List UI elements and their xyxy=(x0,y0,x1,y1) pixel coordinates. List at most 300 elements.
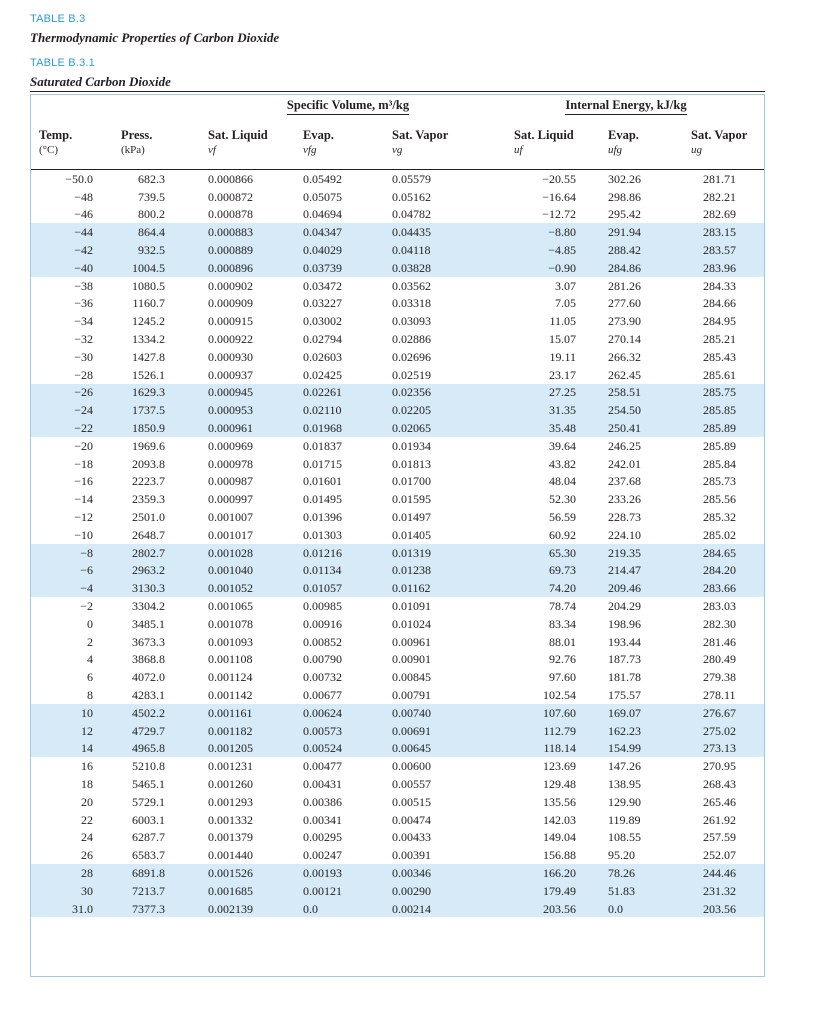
cell-vg: 0.02519 xyxy=(392,367,431,382)
cell-uf: 156.88 xyxy=(543,848,576,863)
cell-ug: 285.73 xyxy=(703,474,736,489)
cell-ufg: 147.26 xyxy=(608,759,641,774)
cell-temp: −50.0 xyxy=(65,171,93,186)
cell-temp: 26 xyxy=(81,848,93,863)
col-vf: Sat. Liquid vf xyxy=(208,128,268,156)
cell-vg: 0.00214 xyxy=(392,900,488,918)
cell-press: 1160.7 xyxy=(132,296,165,311)
cell-ug: 282.30 xyxy=(703,616,736,631)
cell-vf: 0.000878 xyxy=(208,207,253,222)
cell-ufg: 175.57 xyxy=(608,688,641,702)
cell-vfg: 0.00677 xyxy=(303,688,342,702)
cell-ufg: 181.78 xyxy=(608,670,641,685)
cell-vg: 0.01405 xyxy=(392,527,431,542)
cell-ug: 285.32 xyxy=(703,510,736,525)
table-row xyxy=(31,277,764,295)
cell-vg: 0.00515 xyxy=(392,794,431,809)
table-row xyxy=(31,401,764,419)
cell-ufg: 237.68 xyxy=(608,474,641,489)
cell-ufg: 95.20 xyxy=(608,848,635,863)
cell-ufg: 219.35 xyxy=(596,544,679,562)
cell-uf: −8.80 xyxy=(488,223,596,241)
cell-ug: 275.02 xyxy=(679,722,764,740)
cell-temp: 0 xyxy=(87,616,93,631)
cell-vfg: 0.00985 xyxy=(303,599,342,614)
cell-uf: 65.30 xyxy=(488,544,596,562)
cell-press: 4729.7 xyxy=(113,722,208,740)
cell-uf: 88.01 xyxy=(549,634,576,649)
cell-ug: 252.07 xyxy=(703,848,736,863)
cell-press: 2648.7 xyxy=(132,527,165,542)
table-row xyxy=(31,651,764,669)
table-row xyxy=(31,900,764,918)
cell-vf: 0.000902 xyxy=(208,278,253,293)
group-internal-energy: Internal Energy, kJ/kg xyxy=(488,95,764,119)
cell-ug: 285.84 xyxy=(703,456,736,471)
cell-vg: 0.03562 xyxy=(392,278,431,293)
table-row xyxy=(31,508,764,526)
cell-uf: 74.20 xyxy=(488,579,596,597)
cell-vg: 0.00557 xyxy=(392,776,431,791)
cell-press: 2963.2 xyxy=(113,562,208,580)
cell-vf: 0.000909 xyxy=(208,296,253,311)
table-body xyxy=(31,170,764,918)
cell-press: 800.2 xyxy=(138,207,165,222)
cell-uf: 166.20 xyxy=(488,864,596,882)
cell-vfg: 0.01837 xyxy=(303,438,342,453)
cell-vfg: 0.01715 xyxy=(303,456,342,471)
cell-vfg: 0.00295 xyxy=(303,830,342,845)
table-row xyxy=(31,846,764,864)
table-row xyxy=(31,312,764,330)
cell-press: 3673.3 xyxy=(132,634,165,649)
cell-temp: −32 xyxy=(74,332,93,347)
cell-vf: 0.000969 xyxy=(208,438,253,453)
cell-vg: 0.00433 xyxy=(392,830,431,845)
cell-ufg: 298.86 xyxy=(608,189,641,204)
cell-vf: 0.001052 xyxy=(208,579,303,597)
cell-ug: 203.56 xyxy=(679,900,764,918)
cell-vf: 0.000930 xyxy=(208,349,253,364)
cell-press: 1427.8 xyxy=(132,349,165,364)
cell-ufg: 266.32 xyxy=(608,349,641,364)
cell-temp: −40 xyxy=(31,259,113,277)
cell-ug: 283.57 xyxy=(679,241,764,259)
cell-uf: 97.60 xyxy=(549,670,576,685)
cell-vg: 0.01162 xyxy=(392,579,488,597)
cell-temp: −6 xyxy=(31,562,113,580)
table-row xyxy=(31,223,764,241)
cell-vfg: 0.04694 xyxy=(303,207,342,222)
cell-vg: 0.01238 xyxy=(392,562,488,580)
cell-vf: 0.001017 xyxy=(208,527,253,542)
cell-vf: 0.001078 xyxy=(208,616,253,631)
cell-temp: −20 xyxy=(74,438,93,453)
cell-temp: −22 xyxy=(31,419,113,437)
table-row xyxy=(31,793,764,811)
cell-vg: 0.00391 xyxy=(392,848,431,863)
cell-vf: 0.001040 xyxy=(208,562,303,580)
cell-uf: 118.14 xyxy=(488,740,596,758)
cell-ufg: 162.23 xyxy=(596,722,679,740)
table-row xyxy=(31,686,764,704)
cell-vf: 0.001260 xyxy=(208,776,253,791)
cell-temp: −14 xyxy=(74,492,93,507)
cell-vg: 0.01813 xyxy=(392,456,431,471)
cell-ug: 280.49 xyxy=(703,652,736,667)
cell-uf: −4.85 xyxy=(488,241,596,259)
cell-vfg: 0.03739 xyxy=(303,259,392,277)
table-row xyxy=(31,544,764,562)
cell-temp: −26 xyxy=(31,384,113,402)
cell-ug: 270.95 xyxy=(703,759,736,774)
cell-temp: −12 xyxy=(74,510,93,525)
cell-ufg: 129.90 xyxy=(608,794,641,809)
cell-press: 3304.2 xyxy=(132,599,165,614)
table-row xyxy=(31,633,764,651)
cell-vfg: 0.03472 xyxy=(303,278,342,293)
cell-uf: 11.05 xyxy=(549,314,576,329)
cell-uf: 27.25 xyxy=(488,384,596,402)
table-row xyxy=(31,811,764,829)
cell-ug: 285.56 xyxy=(703,492,736,507)
table-title: Thermodynamic Properties of Carbon Dioxide xyxy=(30,30,280,45)
cell-uf: 129.48 xyxy=(543,776,576,791)
cell-temp: 14 xyxy=(31,740,113,758)
cell-press: 6583.7 xyxy=(132,848,165,863)
cell-temp: −48 xyxy=(74,189,93,204)
cell-vf: 0.000872 xyxy=(208,189,253,204)
cell-vf: 0.000937 xyxy=(208,367,253,382)
cell-temp: −2 xyxy=(80,599,93,614)
cell-press: 1737.5 xyxy=(113,401,208,419)
table-row xyxy=(31,295,764,313)
cell-press: 2501.0 xyxy=(132,510,165,525)
cell-ufg: 262.45 xyxy=(608,367,641,382)
cell-ug: 282.69 xyxy=(703,207,736,222)
cell-uf: 112.79 xyxy=(488,722,596,740)
cell-vg: 0.02205 xyxy=(392,401,488,419)
cell-temp: −42 xyxy=(31,241,113,259)
table-row xyxy=(31,668,764,686)
cell-ug: 276.67 xyxy=(679,704,764,722)
cell-ufg: 78.26 xyxy=(596,864,679,882)
cell-ufg: 270.14 xyxy=(608,332,641,347)
cell-vfg: 0.0 xyxy=(303,900,392,918)
table-row xyxy=(31,828,764,846)
cell-ufg: 204.29 xyxy=(608,599,641,614)
cell-ug: 285.89 xyxy=(703,438,736,453)
table-row xyxy=(31,206,764,224)
cell-ug: 281.46 xyxy=(703,634,736,649)
cell-vfg: 0.01601 xyxy=(303,474,342,489)
cell-vg: 0.00290 xyxy=(392,882,488,900)
cell-temp: 2 xyxy=(87,634,93,649)
cell-vg: 0.00961 xyxy=(392,634,431,649)
cell-vf: 0.000922 xyxy=(208,332,253,347)
cell-ufg: 295.42 xyxy=(608,207,641,222)
cell-ug: 257.59 xyxy=(703,830,736,845)
cell-uf: 123.69 xyxy=(543,759,576,774)
cell-ug: 268.43 xyxy=(703,776,736,791)
cell-press: 932.5 xyxy=(113,241,208,259)
cell-vf: 0.001093 xyxy=(208,634,253,649)
cell-temp: −16 xyxy=(74,474,93,489)
cell-temp: 8 xyxy=(87,688,93,702)
cell-vg: 0.02696 xyxy=(392,349,431,364)
cell-ug: 281.71 xyxy=(703,171,736,186)
cell-press: 1004.5 xyxy=(113,259,208,277)
cell-uf: 83.34 xyxy=(549,616,576,631)
table-row xyxy=(31,384,764,402)
cell-uf: −16.64 xyxy=(542,189,576,204)
cell-press: 1245.2 xyxy=(132,314,165,329)
cell-press: 1629.3 xyxy=(113,384,208,402)
cell-vg: 0.03828 xyxy=(392,259,488,277)
cell-uf: 7.05 xyxy=(555,296,576,311)
cell-vf: 0.001007 xyxy=(208,510,253,525)
cell-vf: 0.000961 xyxy=(208,419,303,437)
cell-temp: −44 xyxy=(31,223,113,241)
cell-vg: 0.00691 xyxy=(392,722,488,740)
cell-vg: 0.00645 xyxy=(392,740,488,758)
cell-temp: −28 xyxy=(74,367,93,382)
cell-vfg: 0.05075 xyxy=(303,189,342,204)
cell-ug: 284.33 xyxy=(703,278,736,293)
table-row xyxy=(31,473,764,491)
cell-vg: 0.00474 xyxy=(392,812,431,827)
cell-ug: 231.32 xyxy=(679,882,764,900)
cell-ug: 285.43 xyxy=(703,349,736,364)
cell-uf: 39.64 xyxy=(549,438,576,453)
table-row xyxy=(31,722,764,740)
cell-uf: 203.56 xyxy=(488,900,596,918)
cell-ug: 284.65 xyxy=(679,544,764,562)
cell-ufg: 246.25 xyxy=(608,438,641,453)
cell-ufg: 119.89 xyxy=(608,812,641,827)
cell-ug: 283.96 xyxy=(679,259,764,277)
cell-uf: 35.48 xyxy=(488,419,596,437)
cell-ug: 285.85 xyxy=(679,401,764,419)
cell-ufg: 193.44 xyxy=(608,634,641,649)
cell-vfg: 0.00624 xyxy=(303,704,392,722)
cell-uf: 52.30 xyxy=(549,492,576,507)
cell-press: 6891.8 xyxy=(113,864,208,882)
cell-ufg: 254.50 xyxy=(596,401,679,419)
cell-vfg: 0.00852 xyxy=(303,634,342,649)
cell-press: 4283.1 xyxy=(132,688,165,702)
cell-ufg: 224.10 xyxy=(608,527,641,542)
cell-vfg: 0.03227 xyxy=(303,296,342,311)
cell-press: 2802.7 xyxy=(113,544,208,562)
cell-ug: 283.15 xyxy=(679,223,764,241)
cell-vg: 0.02356 xyxy=(392,384,488,402)
table-row xyxy=(31,562,764,580)
cell-press: 2223.7 xyxy=(132,474,165,489)
cell-vf: 0.000997 xyxy=(208,492,253,507)
saturated-co2-table xyxy=(31,95,764,917)
cell-vg: 0.05579 xyxy=(392,171,431,186)
cell-temp: 20 xyxy=(81,794,93,809)
cell-vfg: 0.00573 xyxy=(303,722,392,740)
table-row xyxy=(31,419,764,437)
cell-temp: −46 xyxy=(74,207,93,222)
group-specific-volume: Specific Volume, m³/kg xyxy=(208,95,488,119)
cell-vfg: 0.01216 xyxy=(303,544,392,562)
cell-vf: 0.001231 xyxy=(208,759,253,774)
cell-uf: 3.07 xyxy=(555,278,576,293)
cell-vfg: 0.00247 xyxy=(303,848,342,863)
cell-temp: 31.0 xyxy=(31,900,113,918)
cell-temp: −24 xyxy=(31,401,113,419)
cell-ug: 265.46 xyxy=(703,794,736,809)
col-vfg: Evap. vfg xyxy=(303,128,334,156)
table-row xyxy=(31,170,764,188)
cell-vfg: 0.00121 xyxy=(303,882,392,900)
cell-vg: 0.01595 xyxy=(392,492,431,507)
cell-ug: 284.66 xyxy=(703,296,736,311)
table-row xyxy=(31,437,764,455)
cell-ufg: 288.42 xyxy=(596,241,679,259)
cell-vfg: 0.02110 xyxy=(303,401,392,419)
cell-ufg: 250.41 xyxy=(596,419,679,437)
cell-vg: 0.01497 xyxy=(392,510,431,525)
cell-ufg: 242.01 xyxy=(608,456,641,471)
cell-uf: 15.07 xyxy=(549,332,576,347)
cell-ufg: 51.83 xyxy=(596,882,679,900)
cell-vfg: 0.00386 xyxy=(303,794,342,809)
cell-vg: 0.00901 xyxy=(392,652,431,667)
cell-vg: 0.00600 xyxy=(392,759,431,774)
cell-ug: 283.66 xyxy=(679,579,764,597)
cell-vg: 0.01934 xyxy=(392,438,431,453)
cell-ufg: 138.95 xyxy=(608,776,641,791)
subtable-title: Saturated Carbon Dioxide xyxy=(30,74,171,89)
table-row xyxy=(31,241,764,259)
cell-uf: 92.76 xyxy=(549,652,576,667)
cell-ug: 285.75 xyxy=(679,384,764,402)
table-row xyxy=(31,348,764,366)
cell-temp: −18 xyxy=(74,456,93,471)
cell-vf: 0.001685 xyxy=(208,882,303,900)
cell-press: 6287.7 xyxy=(132,830,165,845)
cell-vf: 0.000915 xyxy=(208,314,253,329)
cell-ug: 273.13 xyxy=(679,740,764,758)
top-rule xyxy=(30,91,765,92)
table-row xyxy=(31,259,764,277)
cell-vfg: 0.02425 xyxy=(303,367,342,382)
cell-temp: −30 xyxy=(74,349,93,364)
cell-vf: 0.001124 xyxy=(208,670,253,685)
cell-vfg: 0.00193 xyxy=(303,864,392,882)
cell-press: 682.3 xyxy=(138,171,165,186)
cell-vf: 0.000978 xyxy=(208,456,253,471)
cell-vg: 0.03093 xyxy=(392,314,431,329)
cell-ug: 284.95 xyxy=(703,314,736,329)
cell-vf: 0.002139 xyxy=(208,900,303,918)
cell-temp: 16 xyxy=(81,759,93,774)
cell-vfg: 0.02261 xyxy=(303,384,392,402)
cell-uf: 31.35 xyxy=(488,401,596,419)
cell-temp: 28 xyxy=(31,864,113,882)
cell-vg: 0.01024 xyxy=(392,616,431,631)
cell-ufg: 233.26 xyxy=(608,492,641,507)
table-row xyxy=(31,775,764,793)
cell-vf: 0.001028 xyxy=(208,544,303,562)
cell-vg: 0.04782 xyxy=(392,207,431,222)
cell-uf: 179.49 xyxy=(488,882,596,900)
cell-vf: 0.000945 xyxy=(208,384,303,402)
cell-uf: −0.90 xyxy=(488,259,596,277)
cell-temp: −38 xyxy=(74,278,93,293)
cell-temp: 24 xyxy=(81,830,93,845)
cell-uf: 23.17 xyxy=(549,367,576,382)
table-header xyxy=(31,95,764,170)
col-ug: Sat. Vapor ug xyxy=(691,128,748,156)
col-vg: Sat. Vapor vg xyxy=(392,128,449,156)
cell-ug: 283.03 xyxy=(703,599,736,614)
cell-uf: 69.73 xyxy=(488,562,596,580)
cell-vf: 0.000896 xyxy=(208,259,303,277)
cell-vfg: 0.03002 xyxy=(303,314,342,329)
cell-press: 6003.1 xyxy=(132,812,165,827)
cell-temp: 10 xyxy=(31,704,113,722)
cell-ug: 285.89 xyxy=(679,419,764,437)
cell-press: 7377.3 xyxy=(113,900,208,918)
cell-vg: 0.00791 xyxy=(392,688,431,702)
cell-vg: 0.01700 xyxy=(392,474,431,489)
cell-vfg: 0.01057 xyxy=(303,579,392,597)
cell-ug: 278.11 xyxy=(703,688,736,702)
cell-vfg: 0.02603 xyxy=(303,349,342,364)
cell-vf: 0.001379 xyxy=(208,830,253,845)
cell-press: 2093.8 xyxy=(132,456,165,471)
cell-ufg: 228.73 xyxy=(608,510,641,525)
cell-vf: 0.001440 xyxy=(208,848,253,863)
cell-ufg: 154.99 xyxy=(596,740,679,758)
cell-uf: 135.56 xyxy=(543,794,576,809)
cell-vg: 0.02065 xyxy=(392,419,488,437)
table-row xyxy=(31,366,764,384)
cell-press: 3485.1 xyxy=(132,616,165,631)
cell-press: 4072.0 xyxy=(132,670,165,685)
cell-vfg: 0.00524 xyxy=(303,740,392,758)
cell-vf: 0.000987 xyxy=(208,474,253,489)
cell-press: 3130.3 xyxy=(113,579,208,597)
cell-vg: 0.02886 xyxy=(392,332,431,347)
cell-vfg: 0.01495 xyxy=(303,492,342,507)
cell-uf: 60.92 xyxy=(549,527,576,542)
cell-vfg: 0.00916 xyxy=(303,616,342,631)
cell-press: 864.4 xyxy=(113,223,208,241)
cell-vf: 0.001205 xyxy=(208,740,303,758)
cell-press: 5465.1 xyxy=(132,776,165,791)
cell-temp: −8 xyxy=(31,544,113,562)
cell-uf: −12.72 xyxy=(542,207,576,222)
cell-uf: 78.74 xyxy=(549,599,576,614)
cell-uf: 149.04 xyxy=(543,830,576,845)
cell-ufg: 108.55 xyxy=(608,830,641,845)
cell-ufg: 284.86 xyxy=(596,259,679,277)
cell-vfg: 0.04029 xyxy=(303,241,392,259)
col-press: Press. (kPa) xyxy=(121,128,153,156)
cell-ug: 284.20 xyxy=(679,562,764,580)
cell-uf: 142.03 xyxy=(543,812,576,827)
cell-ug: 244.46 xyxy=(679,864,764,882)
table-row xyxy=(31,597,764,615)
cell-ufg: 0.0 xyxy=(596,900,679,918)
cell-ug: 279.38 xyxy=(703,670,736,685)
